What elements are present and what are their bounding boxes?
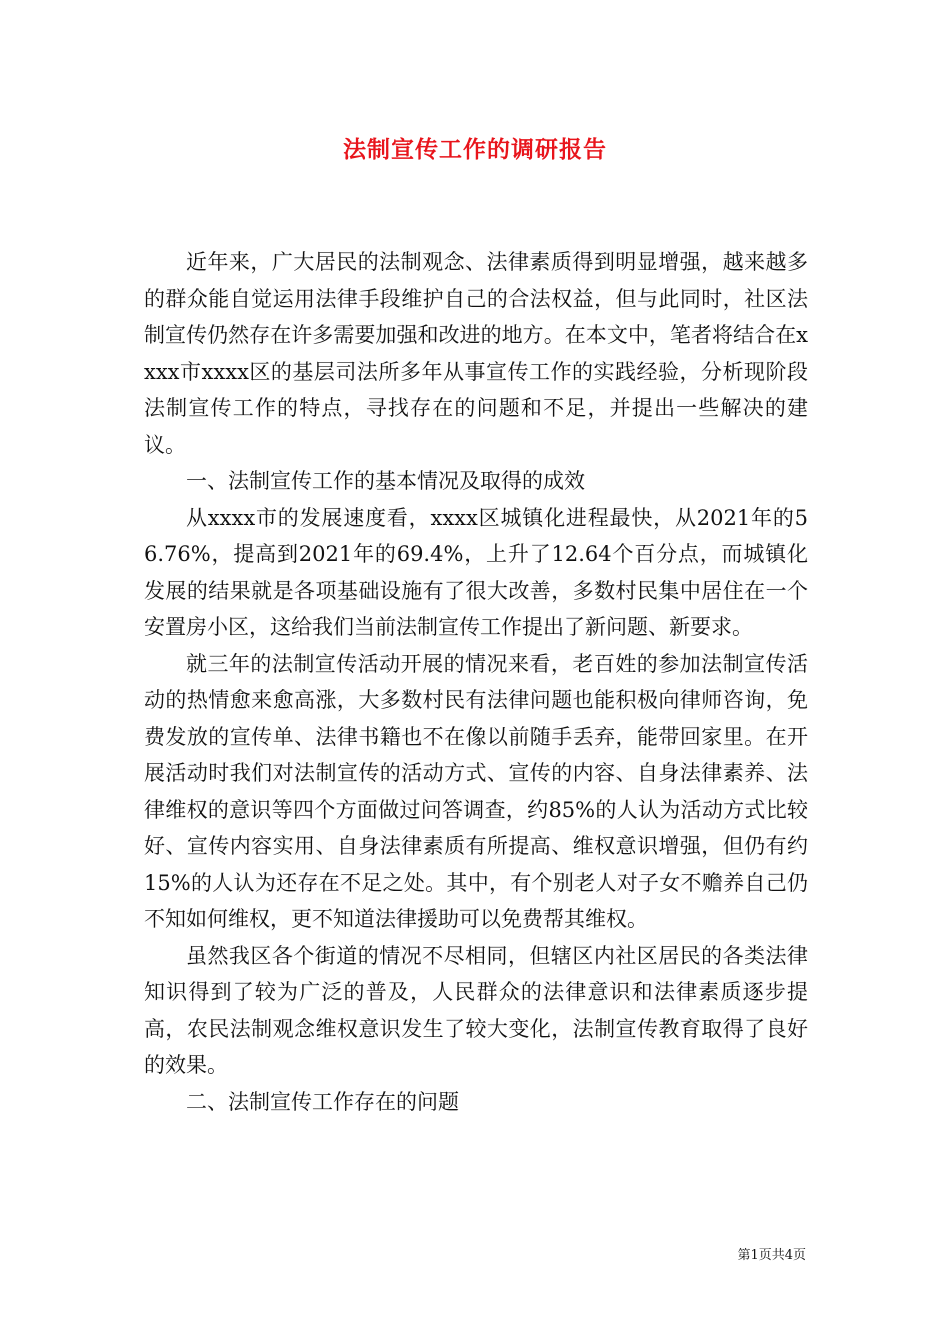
- section-heading-1: 一、法制宣传工作的基本情况及取得的成效: [186, 469, 585, 493]
- document-body: [144, 244, 808, 1120]
- paragraph-intro: 近年来，广大居民的法制观念、法律素质得到明显增强，越来越多的群众能自觉运用法律手段维护自己的合法权益，但与此同时，社区法制宣传仍然存在许多需要加强和改进的地方。在本文中，笔者将结合在xxxx市xxxx区的基层司法所多年从事宣传工作的实践经验，分析现阶段法制宣传工作的特点，寻找存在的问题和不足，并提出一些解决的建议。: [144, 250, 808, 457]
- page-number: 第1页共4页: [737, 1248, 806, 1263]
- paragraph-urbanization: 从xxxx市的发展速度看，xxxx区城镇化进程最快，从2021年的56.76%，提高到2021年的69.4%，上升了12.64个百分点，而城镇化发展的结果就是各项基础设施有了很大改善，多数村民集中居住在一个安置房小区，这给我们当前法制宣传工作提出了新问题、新要求。: [144, 505, 808, 639]
- section-heading-2: 二、法制宣传工作存在的问题: [186, 1089, 459, 1114]
- document-title: 法制宣传工作的调研报告: [343, 136, 607, 163]
- paragraph-results: 虽然我区各个街道的情况不尽相同，但辖区内社区居民的各类法律知识得到了较为广泛的普及，人民群众的法律意识和法律素质逐步提高，农民法制观念维权意识发生了较大变化，法制宣传教育取得了良好的效果。: [144, 943, 808, 1077]
- paragraph-survey: 就三年的法制宣传活动开展的情况来看，老百姓的参加法制宣传活动的热情愈来愈高涨，大多数村民有法律问题也能积极向律师咨询，免费发放的宣传单、法律书籍也不在像以前随手丢弃，能带回家里。在开展活动时我们对法制宣传的活动方式、宣传的内容、自身法律素养、法律维权的意识等四个方面做过问答调查，约85%的人认为活动方式比较好、宣传内容实用、自身法律素质有所提高、维权意识增强，但仍有约15%的人认为还存在不足之处。其中，有个别老人对子女不赡养自己仍不知如何维权，更不知道法律援助可以免费帮其维权。: [144, 651, 808, 931]
